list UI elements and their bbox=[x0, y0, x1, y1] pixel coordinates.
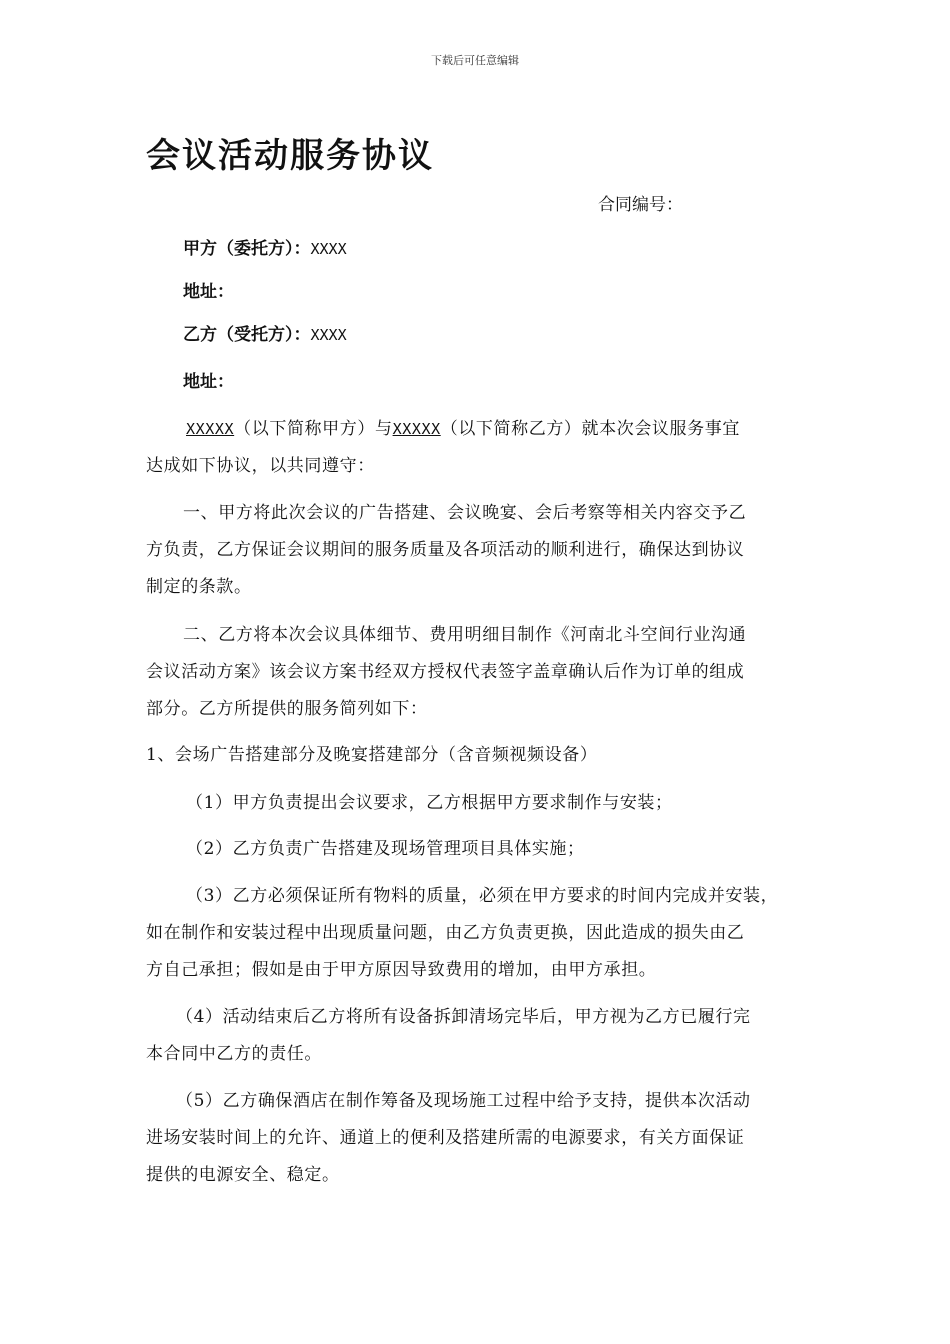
party-b-line bbox=[183, 320, 347, 345]
contract-number-label: 合同编号： bbox=[598, 195, 683, 215]
item-5-line-1: （5）乙方确保酒店在制作筹备及现场施工过程中给予支持，提供本次活动 bbox=[176, 1091, 751, 1111]
item-3-line-1: （3）乙方必须保证所有物料的质量，必须在甲方要求的时间内完成并安装， bbox=[186, 886, 779, 906]
item-4-line-1: （4）活动结束后乙方将所有设备拆卸清场完毕后，甲方视为乙方已履行完 bbox=[176, 1007, 751, 1027]
party-b-address-label: 地址： bbox=[183, 372, 234, 392]
party-a-value: XXXX bbox=[310, 240, 347, 258]
party-b-label: 乙方（受托方）： bbox=[183, 325, 311, 345]
intro-text-2: （以下简称乙方）就本次会议服务事宜 bbox=[440, 419, 740, 439]
party-a-address-label: 地址： bbox=[183, 282, 234, 302]
item-1: （1）甲方负责提出会议要求，乙方根据甲方要求制作与安装； bbox=[186, 793, 673, 813]
clause-1-line-2: 方负责，乙方保证会议期间的服务质量及各项活动的顺利进行，确保达到协议 bbox=[146, 540, 745, 560]
party-a-line bbox=[183, 234, 347, 259]
clause-2-line-3: 部分。乙方所提供的服务简列如下： bbox=[146, 699, 428, 719]
intro-text-1: （以下简称甲方）与 bbox=[234, 419, 393, 439]
item-2: （2）乙方负责广告搭建及现场管理项目具体实施； bbox=[186, 839, 585, 859]
item-3-line-2: 如在制作和安装过程中出现质量问题，由乙方负责更换，因此造成的损失由乙 bbox=[146, 923, 745, 943]
item-4-line-2: 本合同中乙方的责任。 bbox=[146, 1044, 322, 1064]
intro-party-b-name: XXXXX bbox=[392, 420, 441, 438]
item-3-line-3: 方自己承担；假如是由于甲方原因导致费用的增加，由甲方承担。 bbox=[146, 960, 657, 980]
clause-2-line-2: 会议活动方案》该会议方案书经双方授权代表签字盖章确认后作为订单的组成 bbox=[146, 662, 745, 682]
document-title: 会议活动服务协议 bbox=[146, 136, 434, 176]
intro-line-2: 达成如下协议，以共同遵守： bbox=[146, 456, 375, 476]
intro-party-a-name: XXXXX bbox=[186, 420, 235, 438]
item-5-line-2: 进场安装时间上的允许、通道上的便利及搭建所需的电源要求，有关方面保证 bbox=[146, 1128, 745, 1148]
clause-2-line-1: 二、乙方将本次会议具体细节、费用明细目制作《河南北斗空间行业沟通 bbox=[183, 625, 747, 645]
intro-line-1 bbox=[186, 414, 740, 439]
clause-1-line-1: 一、甲方将此次会议的广告搭建、会议晚宴、会后考察等相关内容交予乙 bbox=[183, 503, 747, 523]
clause-1-line-3: 制定的条款。 bbox=[146, 577, 252, 597]
party-a-label: 甲方（委托方）： bbox=[183, 239, 311, 259]
item-5-line-3: 提供的电源安全、稳定。 bbox=[146, 1165, 340, 1185]
header-note: 下载后可任意编辑 bbox=[431, 54, 519, 67]
party-b-value: XXXX bbox=[310, 326, 347, 344]
section-1-heading: 1、会场广告搭建部分及晚宴搭建部分（含音频视频设备） bbox=[146, 745, 598, 765]
